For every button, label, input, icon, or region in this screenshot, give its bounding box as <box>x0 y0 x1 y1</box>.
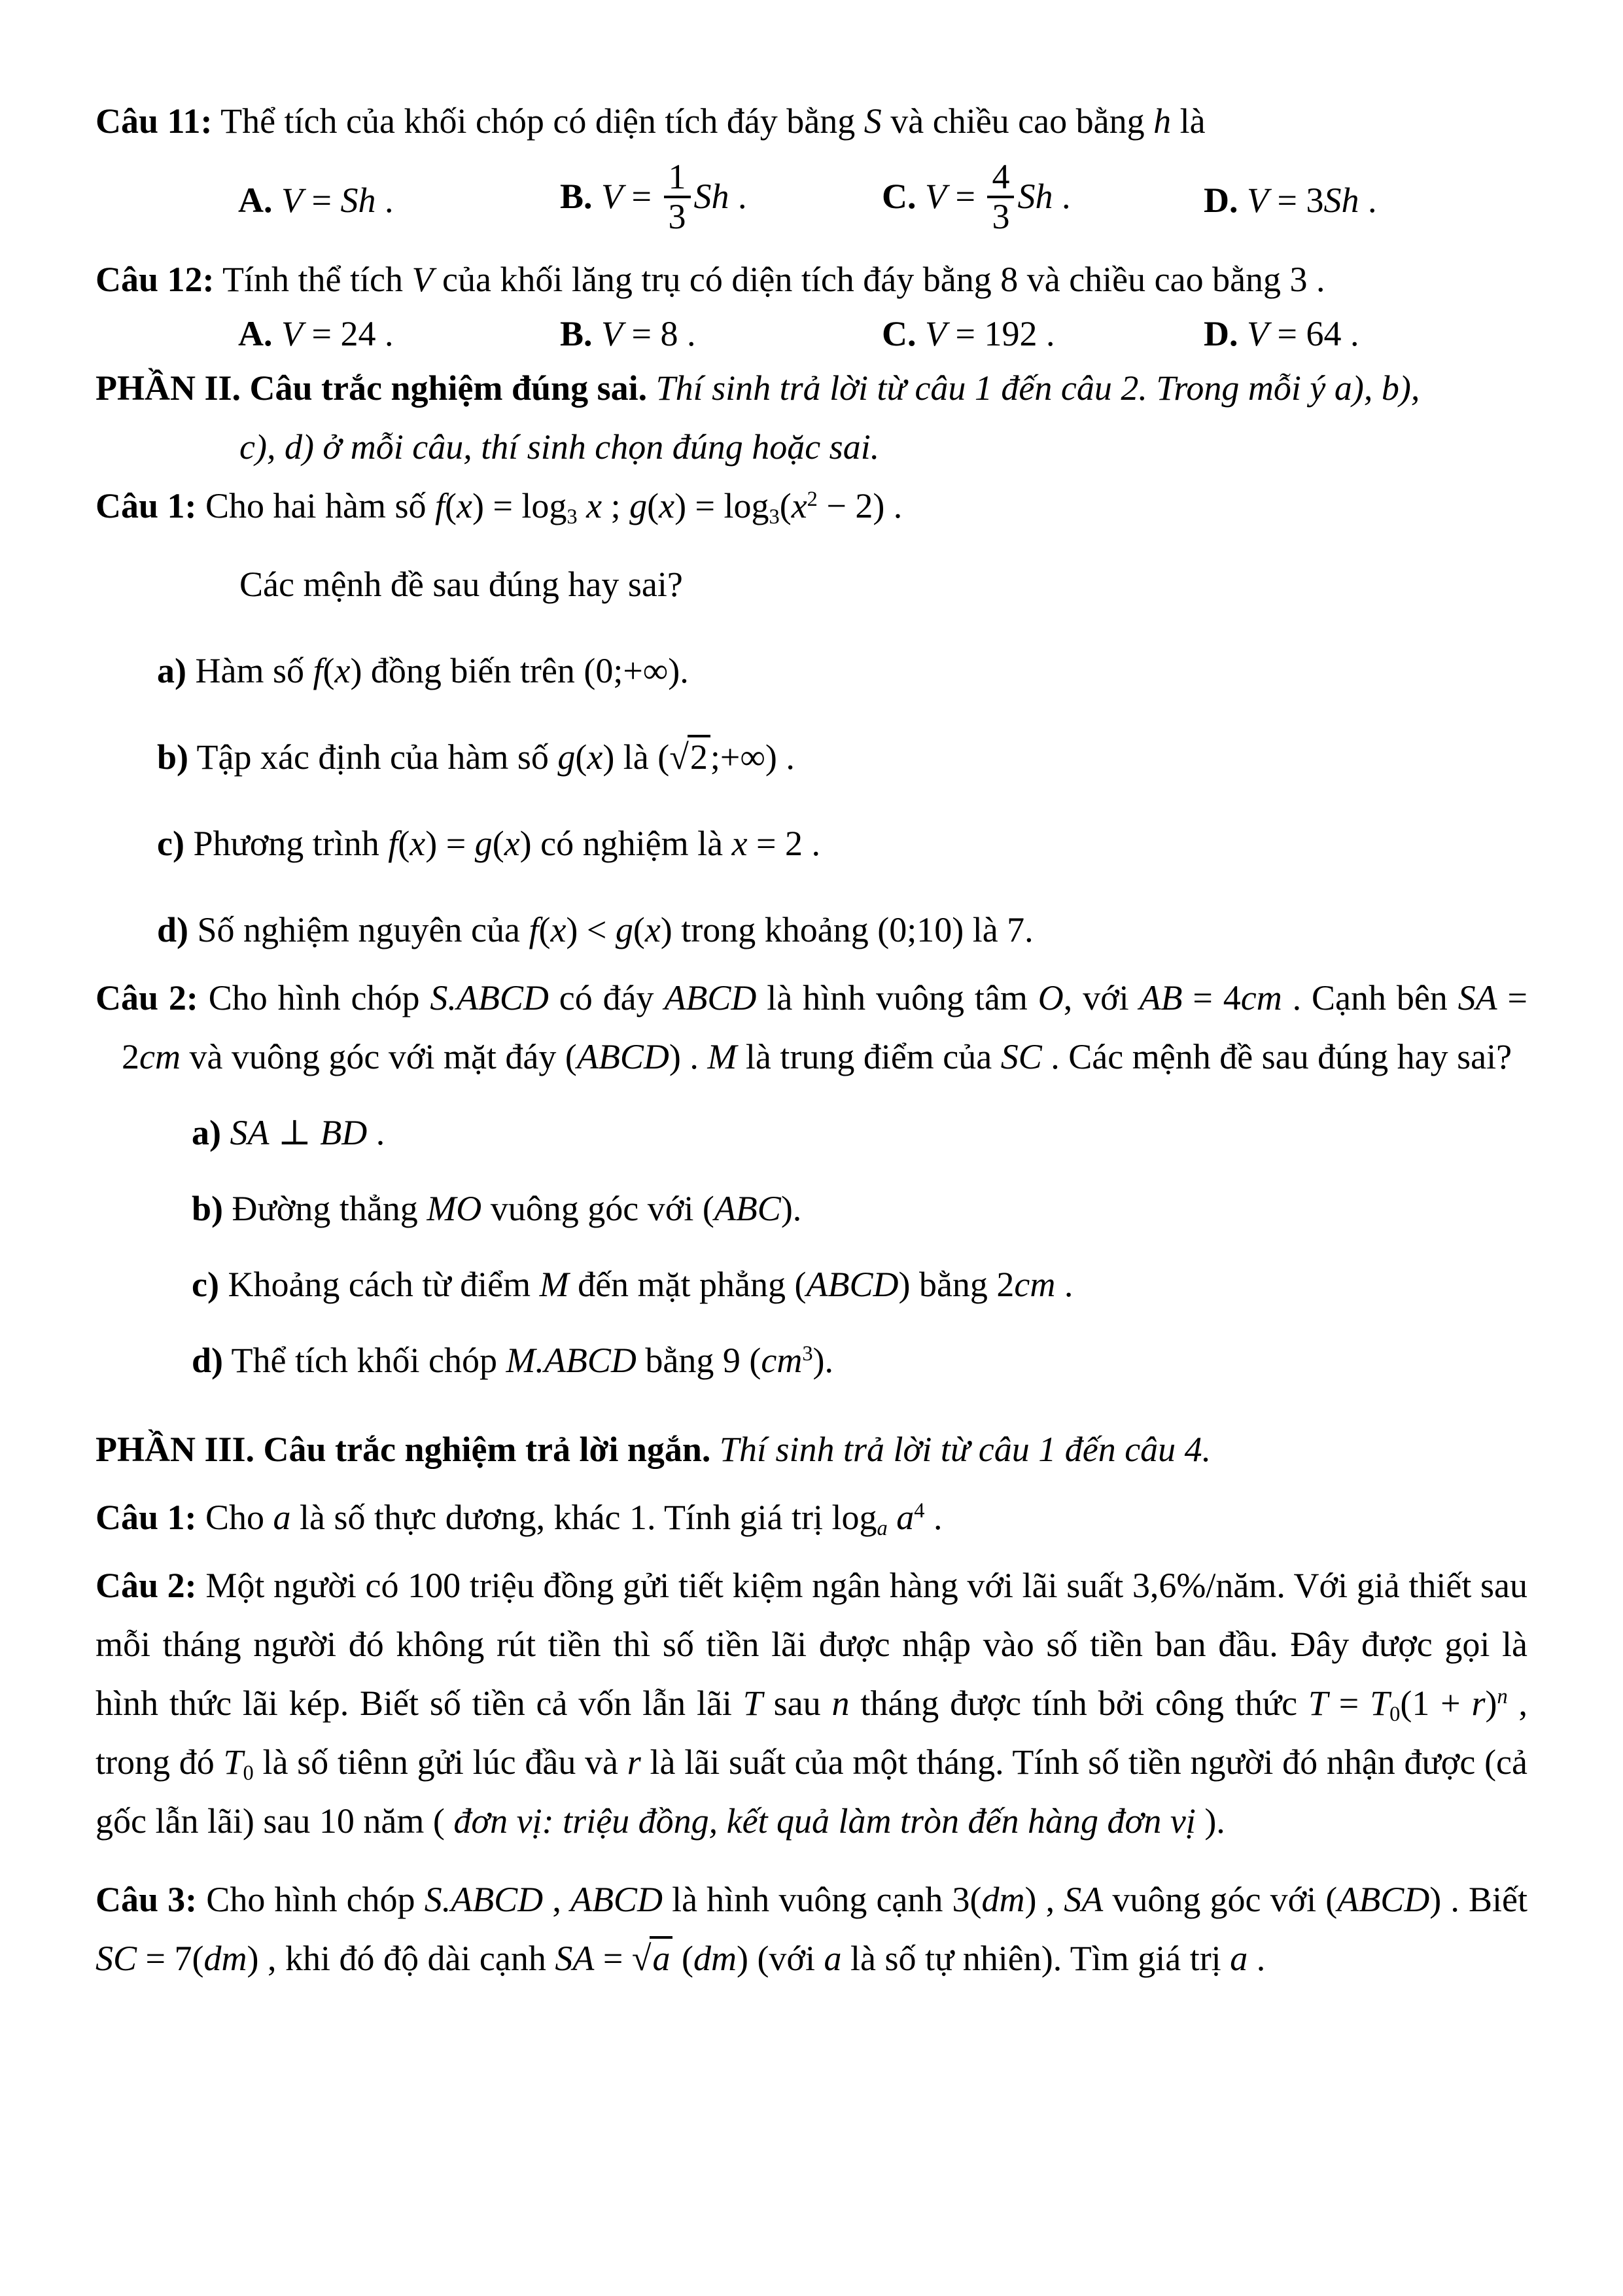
part3-question-3-label: Câu 3: <box>96 1880 198 1919</box>
square-root <box>632 1936 673 1978</box>
text-run: bằng 9 ( <box>636 1341 761 1380</box>
text-run: a <box>652 1939 671 1978</box>
text-run: dm <box>203 1939 247 1978</box>
text-run: . <box>1053 177 1071 217</box>
text-run: M <box>539 1265 569 1304</box>
option-letter: A. <box>238 314 281 353</box>
text-run: T <box>742 1684 763 1723</box>
text-run: = <box>1327 1684 1370 1723</box>
text-run: n <box>1497 1685 1508 1709</box>
text-run: = 3 <box>1268 181 1324 220</box>
text-run: x <box>791 486 807 525</box>
text-run: . <box>367 1113 385 1152</box>
text-run: 3 <box>992 196 1010 236</box>
text-run: x <box>587 737 603 777</box>
text-run: là hình vuông cạnh 3( <box>662 1880 982 1919</box>
text-run: ) bằng 2 <box>898 1265 1015 1304</box>
text-run: x <box>577 486 602 525</box>
text-run: Cho hình chóp <box>206 1880 425 1919</box>
text-run: , <box>543 1880 570 1919</box>
text-run: . <box>375 181 394 220</box>
text-run: = 7( <box>137 1939 204 1978</box>
part2-q1-item-d-label: d) <box>157 910 189 949</box>
text-run: g <box>615 910 633 949</box>
text-run: sau <box>762 1684 832 1723</box>
text-run: h <box>1153 101 1172 141</box>
text-run: x <box>731 824 748 863</box>
fraction <box>987 158 1014 235</box>
text-run: O <box>1038 978 1064 1017</box>
text-run: SA <box>555 1939 595 1978</box>
text-run: và vuông góc với mặt đáy ( <box>180 1037 577 1076</box>
text-run: ) <box>350 651 362 690</box>
text-run: Sh <box>1323 181 1359 220</box>
text-run: Sh <box>1017 177 1053 217</box>
text-run: ( <box>779 486 792 525</box>
text-run: . <box>1055 1265 1073 1304</box>
text-run: x <box>334 651 351 690</box>
text-run: ( <box>538 910 551 949</box>
question-11-label: Câu 11: <box>96 101 213 141</box>
text-run: 3 <box>668 196 686 236</box>
text-run: là trung điểm của <box>737 1037 1001 1076</box>
text-run: ). <box>780 1189 802 1228</box>
text-run: của khối lăng trụ có diện tích đáy bằng 8 và chiều cao bằng 3 . <box>433 260 1325 299</box>
text-run: ) <box>602 737 615 777</box>
text-run: là số tự nhiên). Tìm giá trị <box>841 1939 1230 1978</box>
text-run: M <box>707 1037 737 1076</box>
options-q11-option-d <box>1204 171 1376 230</box>
part2-q2-item-a <box>96 1103 1527 1162</box>
text-run: = 8 . <box>623 314 696 353</box>
options-q12-option-a <box>238 309 560 359</box>
text-run: Tính thể tích <box>222 260 412 299</box>
text-run: Sh <box>693 177 729 217</box>
text-run: Khoảng cách từ điểm <box>228 1265 540 1304</box>
text-run: BD <box>320 1113 368 1152</box>
text-run: ) . <box>669 1037 708 1076</box>
question-11 <box>96 92 1527 150</box>
part3-question-2 <box>96 1556 1527 1850</box>
part2-question-1 <box>96 476 1527 535</box>
text-run: f <box>529 910 539 949</box>
text-run: trong khoảng <box>672 910 878 949</box>
text-run: ; <box>602 486 630 525</box>
text-run: S.ABCD <box>430 978 549 1017</box>
text-run: ( <box>633 910 645 949</box>
text-run: = <box>623 177 661 217</box>
text-run: Một người có 100 triệu đồng gửi tiết kiệm ngân hàng với lãi suất 3,6%/năm. Với giả thiết sau mỗi tháng người đó không rút tiền thì số tiền lãi được nhập vào số tiền ban đầu. Đây được gọi là hình thức lãi kép. Biết số tiền cả vốn lẫn lãi <box>96 1566 1527 1723</box>
text-run: f <box>388 824 398 863</box>
text-run: Thí sinh trả lời từ câu 1 đến câu 2. Trong mỗi ý a), b), <box>655 368 1420 408</box>
text-run: c), d) ở mỗi câu, thí sinh chọn đúng hoặc sai. <box>239 427 880 467</box>
text-run: ) <box>1485 1684 1497 1723</box>
text-run: Cho <box>205 1498 273 1537</box>
options-q12 <box>96 309 1527 359</box>
text-run: SA <box>1064 1880 1104 1919</box>
text-run: AB <box>1139 978 1183 1017</box>
option-letter: B. <box>560 177 602 217</box>
radical-sign: √ <box>631 1939 650 1978</box>
text-run: g <box>474 824 493 863</box>
text-run: 1 <box>668 156 686 196</box>
text-run: ABCD <box>806 1265 899 1304</box>
text-run: ) (với <box>736 1939 824 1978</box>
part2-question-1-label: Câu 1: <box>96 486 197 525</box>
text-run: V <box>1247 314 1268 353</box>
text-run: x <box>659 486 675 525</box>
options-q11-option-b <box>560 156 882 238</box>
question-12 <box>96 250 1527 309</box>
text-run: = 24 . <box>303 314 394 353</box>
text-run: và chiều cao bằng <box>881 101 1154 141</box>
text-run: Cho hình chóp <box>208 978 430 1017</box>
text-run: T <box>1308 1684 1328 1723</box>
part2-q2-item-b <box>96 1179 1527 1238</box>
text-run: có nghiệm là <box>531 824 732 863</box>
text-run: ( <box>672 1939 693 1978</box>
text-run: (1 + <box>1400 1684 1472 1723</box>
text-run: V <box>411 260 434 299</box>
text-run: r <box>1471 1684 1486 1723</box>
text-run: x <box>410 824 426 863</box>
part2-q1-item-a <box>96 641 1527 700</box>
text-run: ( <box>575 737 587 777</box>
text-run: , với <box>1063 978 1140 1017</box>
text-run: S <box>864 101 882 141</box>
text-run: tháng được tính bởi công thức <box>849 1684 1308 1723</box>
text-run: đồng biến trên <box>362 651 584 690</box>
text-run: = <box>594 1939 632 1978</box>
text-run: là 7. <box>964 910 1034 949</box>
text-run: Phương trình <box>193 824 389 863</box>
text-run: PHẦN III. Câu trắc nghiệm trả lời ngắn. <box>96 1430 720 1469</box>
option-letter: A. <box>238 181 281 220</box>
option-letter: B. <box>560 314 602 353</box>
text-run: x <box>644 910 661 949</box>
part2-q2-item-c <box>96 1255 1527 1314</box>
text-run: = <box>303 181 341 220</box>
text-run: PHẦN II. Câu trắc nghiệm đúng sai. <box>96 368 656 408</box>
fraction <box>664 158 691 235</box>
text-run: ) . Biết <box>1429 1880 1528 1919</box>
text-run: Thể tích của khối chóp có diện tích đáy bằng <box>220 101 864 141</box>
square-root-arg <box>650 1936 672 1978</box>
option-letter: D. <box>1204 314 1247 353</box>
part2-heading-cont <box>96 417 1527 476</box>
options-q12-option-c <box>882 309 1204 359</box>
part2-q1-item-c <box>96 814 1527 873</box>
text-run: (0;10) <box>877 910 964 949</box>
options-q12-option-b <box>560 309 882 359</box>
option-letter: D. <box>1204 181 1247 220</box>
text-run: Thí sinh trả lời từ câu 1 đến câu 4. <box>719 1430 1212 1469</box>
text-run: ;+∞) . <box>710 737 795 777</box>
text-run: a <box>273 1498 291 1537</box>
text-run: x <box>504 824 520 863</box>
text-run: ( <box>445 486 457 525</box>
part2-q1-item-b-label: b) <box>157 737 189 777</box>
text-run: là số tiênn gửi lúc đầu và <box>253 1742 627 1782</box>
text-run: V <box>281 314 303 353</box>
text-run: x <box>550 910 567 949</box>
text-run: SC <box>96 1939 137 1978</box>
part2-q1-item-c-label: c) <box>157 824 184 863</box>
text-run: Số nghiệm nguyên của <box>197 910 529 949</box>
text-run: đến mặt phẳng ( <box>568 1265 807 1304</box>
text-run: V <box>601 314 623 353</box>
text-run: ABCD <box>570 1880 663 1919</box>
text-run: ). <box>812 1341 834 1380</box>
question-12-label: Câu 12: <box>96 260 215 299</box>
text-run: cm <box>1014 1265 1056 1304</box>
part3-question-3 <box>96 1870 1527 1988</box>
text-run: là hình vuông tâm <box>756 978 1038 1017</box>
part2-q1-item-b <box>96 728 1527 786</box>
text-run: log <box>831 1498 877 1537</box>
fraction-denominator <box>664 196 691 236</box>
text-run: 4 <box>992 156 1010 196</box>
text-run: ( <box>647 486 659 525</box>
text-run: . Cạnh bên <box>1282 978 1458 1017</box>
text-run: cm <box>139 1037 181 1076</box>
part2-question-2 <box>96 968 1527 1086</box>
text-run: . Các mệnh đề sau đúng hay sai? <box>1041 1037 1512 1076</box>
text-run: (0;+∞) <box>584 651 680 690</box>
text-run: Sh <box>340 181 376 220</box>
text-run: = 192 . <box>947 314 1055 353</box>
text-run: ABCD <box>664 978 757 1017</box>
text-run: V <box>601 177 623 217</box>
text-run: a <box>1230 1939 1248 1978</box>
part2-q1-note <box>96 555 1527 614</box>
part2-q1-item-d <box>96 900 1527 959</box>
text-run: = 64 . <box>1268 314 1359 353</box>
options-q11 <box>96 150 1527 250</box>
part3-question-1 <box>96 1488 1527 1547</box>
text-run: SA <box>1457 978 1497 1017</box>
text-run: . <box>729 177 747 217</box>
text-run: . <box>1248 1939 1266 1978</box>
part2-heading <box>96 359 1527 417</box>
text-run: r <box>627 1742 641 1782</box>
square-root-arg <box>688 735 710 777</box>
text-run: ( <box>398 824 410 863</box>
fraction-numerator <box>664 158 691 196</box>
options-q11-option-a <box>238 171 560 230</box>
text-run: MO <box>427 1189 482 1228</box>
text-run: − 2) . <box>817 486 903 525</box>
text-run: . <box>924 1498 943 1537</box>
text-run: ⊥ <box>269 1113 321 1152</box>
text-run: = 2 . <box>747 824 820 863</box>
text-run: ) = log <box>472 486 567 525</box>
part2-q2-item-d <box>96 1331 1527 1390</box>
text-run: a <box>887 1498 915 1537</box>
text-run: là ( <box>614 737 670 777</box>
text-run: ( <box>323 651 335 690</box>
text-run: x <box>457 486 472 525</box>
part3-heading <box>96 1420 1527 1479</box>
text-run: Thể tích khối chóp <box>231 1341 506 1380</box>
text-run: là lãi suất của một tháng. Tính số tiền người đó nhận được (cả gốc lẫn lãi) sau 10 năm ( <box>96 1742 1527 1841</box>
text-run: là số thực dương, khác 1. Tính giá trị <box>290 1498 832 1537</box>
text-run: g <box>629 486 648 525</box>
option-letter: C. <box>882 177 925 217</box>
radical-sign: √ <box>669 737 688 777</box>
text-run: ) = log <box>674 486 769 525</box>
text-run: 0 <box>1389 1703 1401 1727</box>
text-run: V <box>925 177 947 217</box>
text-run: ABC <box>714 1189 781 1228</box>
text-run: Hàm số <box>195 651 313 690</box>
text-run: V <box>1247 181 1268 220</box>
text-run: Các mệnh đề sau đúng hay sai? <box>239 565 683 604</box>
options-q12-option-d <box>1204 309 1359 359</box>
text-run: vuông góc với ( <box>1103 1880 1338 1919</box>
text-run: n <box>831 1684 850 1723</box>
text-run: T <box>223 1742 243 1782</box>
text-run: ) , <box>1024 1880 1064 1919</box>
part3-question-1-label: Câu 1: <box>96 1498 197 1537</box>
fraction-denominator <box>987 196 1014 236</box>
text-run: ) < <box>566 910 616 949</box>
text-run: 2 <box>689 737 708 777</box>
text-run: Đường thẳng <box>232 1189 427 1228</box>
fraction-numerator <box>987 158 1014 196</box>
square-root <box>669 735 710 777</box>
text-run: đơn vị: triệu đồng, kết quả làm tròn đến hàng đơn vị <box>453 1801 1196 1841</box>
text-run: ABCD <box>576 1037 669 1076</box>
text-run: Tập xác định của hàm số <box>196 737 558 777</box>
option-letter: C. <box>882 314 925 353</box>
part2-q1-item-a-label: a) <box>157 651 186 690</box>
text-run: ) = <box>425 824 475 863</box>
text-run: cm <box>761 1341 803 1380</box>
text-run: = 4 <box>1182 978 1241 1017</box>
text-run: Cho hai hàm số <box>205 486 435 525</box>
text-run: T <box>1370 1684 1390 1723</box>
part3-question-2-label: Câu 2: <box>96 1566 197 1605</box>
part2-q2-item-d-label: d) <box>192 1341 224 1380</box>
text-run: g <box>557 737 576 777</box>
text-run: 3 <box>567 505 578 529</box>
part2-q2-item-a-label: a) <box>192 1113 221 1152</box>
text-run: ) <box>660 910 672 949</box>
part2-q2-item-c-label: c) <box>192 1265 219 1304</box>
text-run: dm <box>981 1880 1025 1919</box>
text-run: ( <box>492 824 504 863</box>
text-run: 4 <box>914 1499 925 1523</box>
text-run: a <box>824 1939 842 1978</box>
text-run: M.ABCD <box>506 1341 637 1380</box>
options-q11-option-c <box>882 156 1204 238</box>
text-run: f <box>435 486 445 525</box>
text-run: ) , khi đó độ dài cạnh <box>247 1939 555 1978</box>
text-run: 3 <box>802 1342 813 1366</box>
text-run: cm <box>1240 978 1282 1017</box>
part2-q2-item-b-label: b) <box>192 1189 224 1228</box>
text-run: , trong đó <box>96 1684 1528 1782</box>
text-run: S.ABCD <box>424 1880 544 1919</box>
text-run: SC <box>1000 1037 1042 1076</box>
text-run: V <box>925 314 947 353</box>
text-run: vuông góc với ( <box>481 1189 714 1228</box>
text-run: là <box>1171 101 1206 141</box>
text-run: 2 <box>807 487 818 512</box>
text-run: SA <box>230 1113 270 1152</box>
text-run: f <box>313 651 323 690</box>
text-run: V <box>281 181 303 220</box>
text-run: = <box>947 177 985 217</box>
text-run: . <box>680 651 689 690</box>
text-run: 3 <box>769 505 780 529</box>
text-run: ABCD <box>1337 1880 1430 1919</box>
text-run: dm <box>693 1939 737 1978</box>
text-run: có đáy <box>548 978 665 1017</box>
text-run: ) <box>519 824 532 863</box>
part2-question-2-label: Câu 2: <box>96 978 198 1017</box>
text-run: = 2 <box>122 978 1527 1076</box>
text-run: 0 <box>243 1761 254 1786</box>
text-run: . <box>1359 181 1377 220</box>
text-run: a <box>877 1517 888 1541</box>
text-run: ). <box>1195 1801 1225 1841</box>
